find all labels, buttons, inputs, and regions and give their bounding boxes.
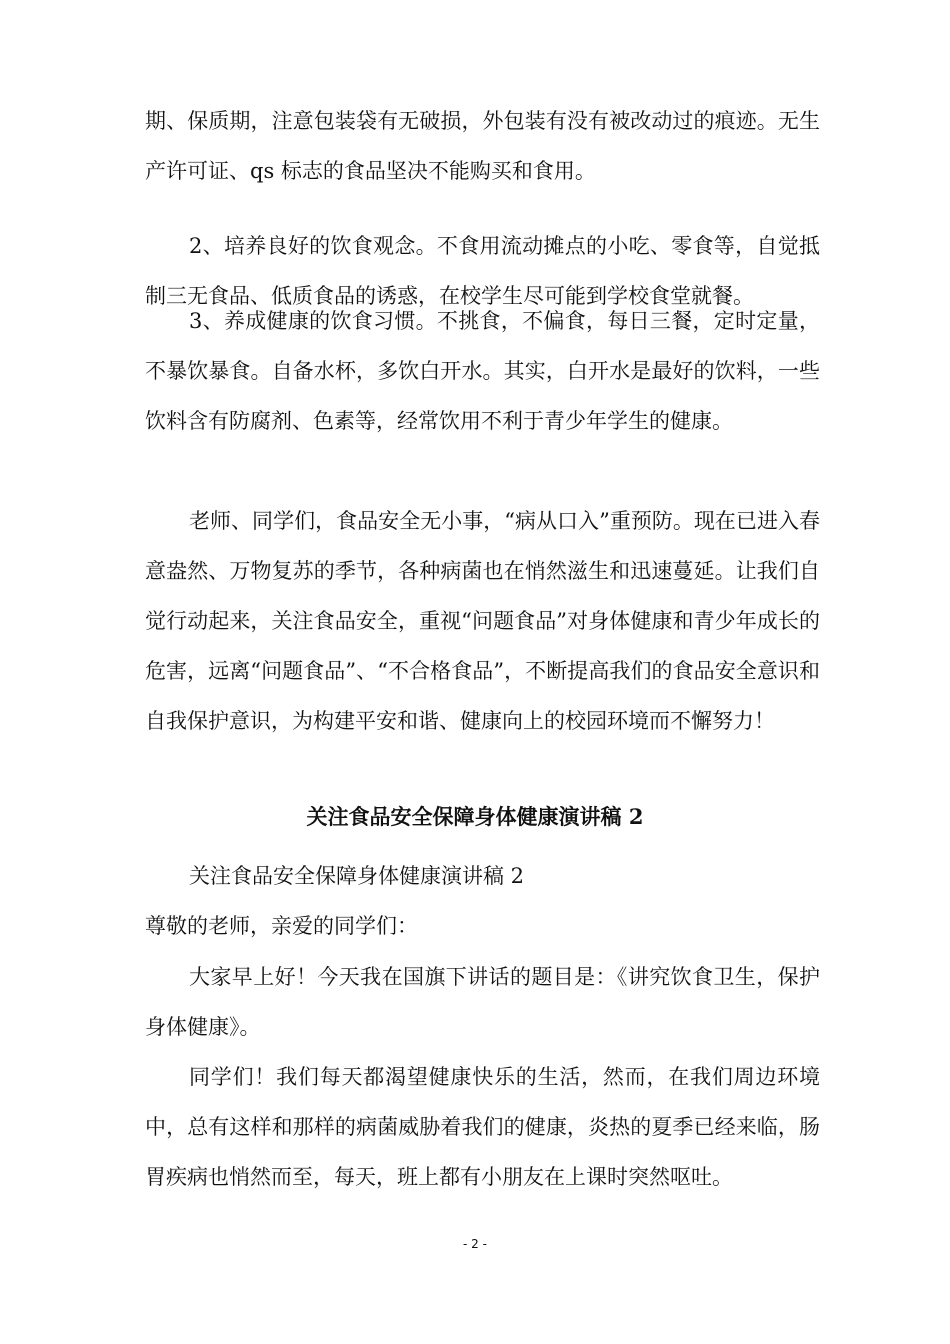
paragraph-point-2: 2、培养良好的饮食观念。不食用流动摊点的小吃、零食等，自觉抵制三无食品、低质食品的诱惑，在校学生尽可能到学校食堂就餐。 [145,234,820,308]
page-number: - 2 - [463,1237,487,1251]
paragraph-intro: 同学们！我们每天都渴望健康快乐的生活，然而，在我们周边环境中，总有这样和那样的病菌威胁着我们的健康，炎热的夏季已经来临，肠胃疾病也悄然而至，每天，班上都有小朋友在上课时突然呕吐。 [145,1065,820,1189]
salutation: 尊敬的老师，亲爱的同学们： [145,914,418,938]
paragraph-greeting: 大家早上好！今天我在国旗下讲话的题目是：《讲究饮食卫生，保护身体健康》。 [145,965,820,1039]
paragraph-point-3: 3、养成健康的饮食习惯。不挑食，不偏食，每日三餐，定时定量，不暴饮暴食。自备水杯，多饮白开水。其实，白开水是最好的饮料，一些饮料含有防腐剂、色素等，经常饮用不利于青少年学生的健康。 [145,309,820,433]
paragraph-continued: 期、保质期，注意包装袋有无破损，外包装有没有被改动过的痕迹。无生产许可证、qs 标志的食品坚决不能购买和食用。 [145,109,820,183]
section-heading: 关注食品安全保障身体健康演讲稿 2 [306,804,644,829]
paragraph-closing: 老师、同学们，食品安全无小事，“病从口入”重预防。现在已进入春意盎然、万物复苏的季节，各种病菌也在悄然滋生和迅速蔓延。让我们自觉行动起来，关注食品安全，重视“问题食品”对身体健康和青少年成长的危害，远离“问题食品”、“不合格食品”，不断提高我们的食品安全意识和自我保护意识，为构建平安和谐、健康向上的校园环境而不懈努力！ [145,509,820,733]
speech-subtitle: 关注食品安全保障身体健康演讲稿 2 [189,864,525,888]
